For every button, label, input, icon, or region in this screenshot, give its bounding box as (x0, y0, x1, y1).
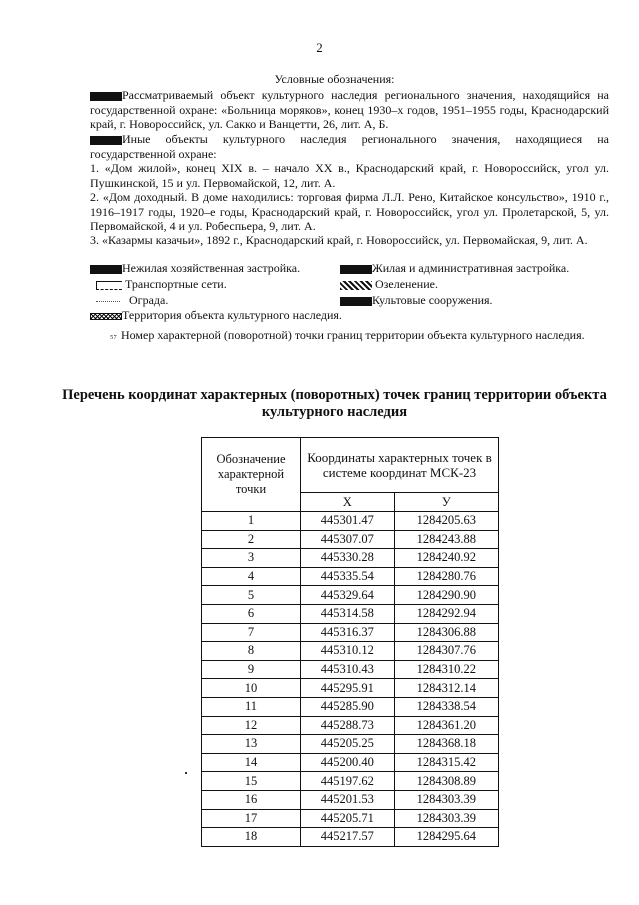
residential-swatch-icon (340, 265, 372, 274)
cult-swatch-icon (340, 297, 372, 306)
cell-point: 8 (202, 642, 301, 661)
table-row (202, 586, 499, 605)
legend-main-object: Рассматриваемый объект культурного наследия регионального значения, находящийся на государственной охране: «Больница моряков», конец 1930–х годов, 1951–1955 годы, Краснодарский край, г. Новороссийск, ул. Сакко и Ванцетти, 26, лит. А, Б. (90, 88, 609, 131)
cell-point: 7 (202, 623, 301, 642)
cell-x: 445200.40 (301, 753, 395, 772)
legend-residential: Жилая и административная застройка. (340, 261, 569, 275)
cell-x: 445217.57 (301, 828, 395, 847)
transport-swatch-icon (96, 281, 122, 290)
cell-y: 1284243.88 (394, 530, 498, 549)
cell-y: 1284303.39 (394, 809, 498, 828)
table-row (202, 679, 499, 698)
legend-cult: Культовые сооружения. (340, 293, 493, 307)
table-row (202, 512, 499, 531)
cell-y: 1284312.14 (394, 679, 498, 698)
coordinates-heading: Перечень координат характерных (поворотных) точек границ территории объекта культурного наследия (62, 387, 607, 420)
col-header-x: X (301, 493, 395, 512)
legend-point: ₅₇ Номер характерной (поворотной) точки границ территории объекта культурного наследия. (90, 328, 609, 343)
table-row (202, 697, 499, 716)
cell-y: 1284303.39 (394, 790, 498, 809)
cell-point: 6 (202, 604, 301, 623)
cell-point: 17 (202, 809, 301, 828)
scan-speck (185, 772, 187, 774)
coordinates-body (202, 512, 499, 847)
page-number: 2 (316, 40, 323, 55)
cell-point: 10 (202, 679, 301, 698)
cell-point: 13 (202, 735, 301, 754)
cell-x: 445205.25 (301, 735, 395, 754)
cell-x: 445197.62 (301, 772, 395, 791)
table-row (202, 828, 499, 847)
cell-x: 445314.58 (301, 604, 395, 623)
nonres-swatch-icon (90, 265, 122, 274)
table-row (202, 549, 499, 568)
cell-point: 4 (202, 567, 301, 586)
cell-y: 1284361.20 (394, 716, 498, 735)
cell-point: 2 (202, 530, 301, 549)
cell-y: 1284306.88 (394, 623, 498, 642)
cell-point: 16 (202, 790, 301, 809)
cell-y: 1284205.63 (394, 512, 498, 531)
cell-point: 11 (202, 697, 301, 716)
cell-y: 1284310.22 (394, 660, 498, 679)
cell-x: 445288.73 (301, 716, 395, 735)
fence-swatch-icon (96, 301, 120, 302)
table-row (202, 623, 499, 642)
cell-point: 18 (202, 828, 301, 847)
cell-y: 1284280.76 (394, 567, 498, 586)
table-row (202, 735, 499, 754)
legend-item-1: 1. «Дом жилой», конец XIX в. – начало XX в., Краснодарский край, г. Новороссийск, угол ул. Пушкинской, 15 и ул. Первомайской, 12, лит. А. (90, 161, 609, 190)
table-row (202, 642, 499, 661)
cell-x: 445316.37 (301, 623, 395, 642)
cell-x: 445329.64 (301, 586, 395, 605)
cell-point: 3 (202, 549, 301, 568)
cell-point: 12 (202, 716, 301, 735)
black-swatch-icon (90, 136, 122, 145)
cell-x: 445301.47 (301, 512, 395, 531)
legend-title: Условные обозначения: (274, 72, 395, 86)
cell-y: 1284240.92 (394, 549, 498, 568)
cell-y: 1284290.90 (394, 586, 498, 605)
col-header-coords: Координаты характерных точек в системе координат МСК-23 (301, 438, 499, 493)
table-row (202, 567, 499, 586)
cell-x: 445295.91 (301, 679, 395, 698)
cell-point: 5 (202, 586, 301, 605)
cell-y: 1284292.94 (394, 604, 498, 623)
table-row (202, 604, 499, 623)
table-row (202, 530, 499, 549)
legend-item-2: 2. «Дом доходный. В доме находились: торговая фирма Л.Л. Рено, Китайское консульство», 1910 г., 1916–1917 годы, 1920–е годы, Краснодарский край, г. Новороссийск, угол ул. Пролетарской, 5, ул. Первомайской, 4 и ул. Робеспьера, 9, лит. А. (90, 190, 609, 233)
legend-greening: Озеленение. (340, 277, 438, 291)
table-row (202, 790, 499, 809)
cell-point: 1 (202, 512, 301, 531)
cell-x: 445285.90 (301, 697, 395, 716)
table-row (202, 772, 499, 791)
table-row (202, 753, 499, 772)
cell-y: 1284368.18 (394, 735, 498, 754)
cell-x: 445310.12 (301, 642, 395, 661)
greening-swatch-icon (340, 281, 372, 290)
legend-other-objects: Иные объекты культурного наследия регионального значения, находящиеся на государственной охране: (90, 132, 609, 161)
legend-nonres: Нежилая хозяйственная застройка. (90, 261, 300, 275)
coordinates-table (201, 437, 499, 847)
cell-x: 445335.54 (301, 567, 395, 586)
legend-transport: Транспортные сети. (96, 277, 227, 291)
col-header-y: У (394, 493, 498, 512)
legend-item-3: 3. «Казармы казачьи», 1892 г., Краснодарский край, г. Новороссийск, ул. Первомайская, 9, лит. А. (90, 233, 588, 247)
cell-point: 14 (202, 753, 301, 772)
cell-y: 1284295.64 (394, 828, 498, 847)
table-row (202, 809, 499, 828)
cell-x: 445330.28 (301, 549, 395, 568)
cell-y: 1284338.54 (394, 697, 498, 716)
point-number-icon: ₅₇ (110, 329, 117, 340)
table-row (202, 716, 499, 735)
legend-fence: Ограда. (96, 293, 168, 307)
cell-point: 15 (202, 772, 301, 791)
cell-x: 445205.71 (301, 809, 395, 828)
cell-y: 1284315.42 (394, 753, 498, 772)
black-swatch-icon (90, 92, 122, 101)
legend-territory: Территория объекта культурного наследия. (90, 308, 342, 322)
cell-x: 445307.07 (301, 530, 395, 549)
territory-hatch-icon (90, 313, 122, 320)
col-header-point: Обозначение характерной точки (202, 438, 301, 512)
cell-y: 1284307.76 (394, 642, 498, 661)
cell-x: 445201.53 (301, 790, 395, 809)
cell-point: 9 (202, 660, 301, 679)
cell-y: 1284308.89 (394, 772, 498, 791)
cell-x: 445310.43 (301, 660, 395, 679)
table-row (202, 660, 499, 679)
